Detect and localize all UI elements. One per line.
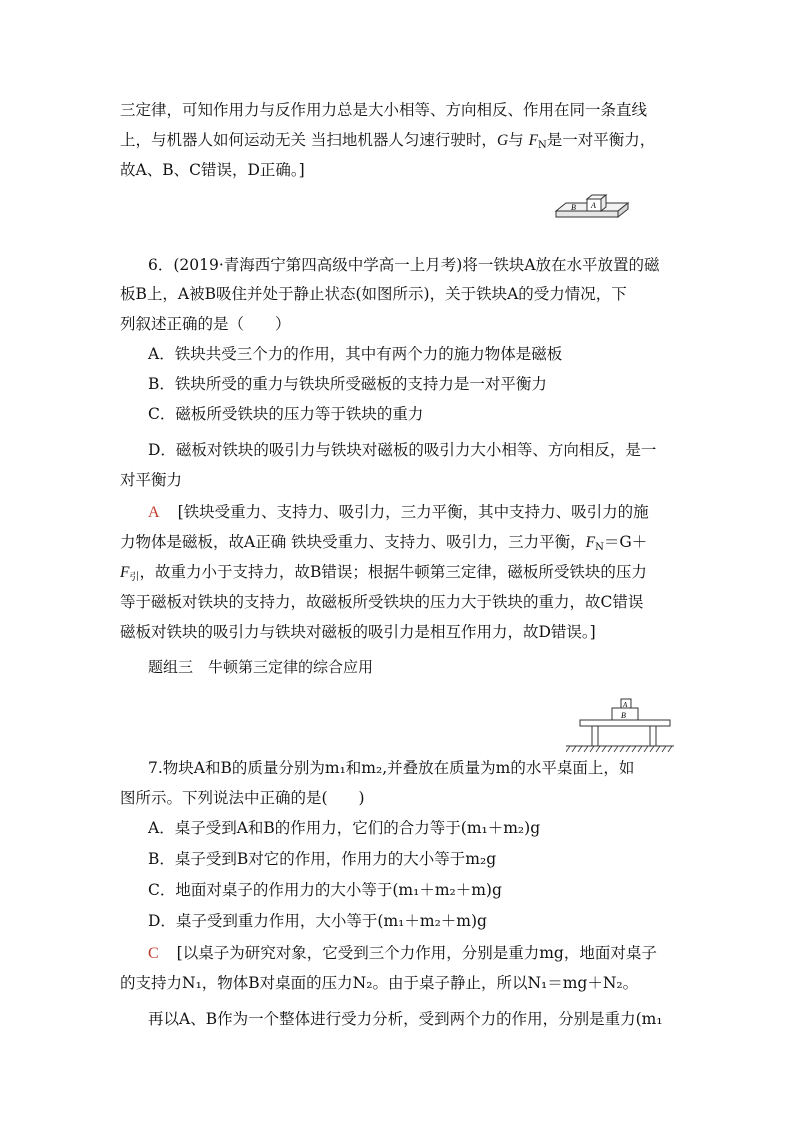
figure-label-a: A: [591, 201, 596, 210]
subscript: 引: [129, 572, 140, 583]
text-line: 等于磁板对铁块的支持力，故磁板所受铁块的压力大于铁块的重力，故C错误: [120, 593, 644, 611]
figure-magnet-board: [552, 193, 632, 223]
option-c: C．地面对桌子的作用力的大小等于(m₁＋m₂＋m)g: [148, 881, 502, 899]
figure-table-blocks: [566, 697, 674, 755]
question-6-line: 6．(2019·青海西宁第四高级中学高一上月考)将一铁块A放在水平放置的磁: [148, 256, 660, 274]
text-segment: 力物体是磁板，故A正确 铁块受重力、支持力、吸引力，三力平衡，: [120, 533, 586, 551]
text-line: 图所示。下列说法中正确的是( ): [120, 789, 365, 807]
variable: F: [528, 132, 539, 149]
text-line: 列叙述正确的是（ ）: [120, 315, 291, 333]
text-line: 故A、B、C错误，D正确。]: [120, 161, 305, 179]
figure-label-b: B: [571, 203, 576, 212]
text-line: 的支持力N₁，物体B对桌面的压力N₂。由于桌子静止，所以N₁＝mg＋N₂。: [120, 974, 639, 992]
text-line: 三定律，可知作用力与反作用力总是大小相等、方向相反、作用在同一条直线: [120, 101, 648, 119]
subscript: N: [538, 140, 547, 151]
text-line: 磁板对铁块的吸引力与铁块对磁板的吸引力是相互作用力，故D错误。]: [120, 623, 596, 641]
text-segment: [以桌子为研究对象，它受到三个力作用，分别是重力mg，地面对桌子: [176, 944, 657, 962]
variable: F: [585, 534, 596, 551]
option-a: A．铁块共受三个力的作用，其中有两个力的施力物体是磁板: [148, 345, 563, 363]
text-segment: 与: [508, 131, 529, 149]
answer-letter: A: [148, 504, 160, 521]
answer-line: [148, 943, 657, 964]
figure-label-a: A: [623, 701, 628, 709]
text-line: [120, 130, 655, 151]
text-line: 板B上，A被B吸住并处于静止状态(如图所示)，关于铁块A的受力情况，下: [120, 285, 627, 303]
question-7-line: 7.物块A和B的质量分别为m₁和m₂,并叠放在质量为m的水平桌面上，如: [148, 759, 635, 777]
section-heading: 题组三 牛顿第三定律的综合应用: [148, 658, 374, 676]
answer-line: [148, 502, 649, 523]
option-d: D．桌子受到重力作用，大小等于(m₁＋m₂＋m)g: [148, 912, 487, 930]
text-segment: 是一对平衡力，: [546, 131, 656, 149]
figure-label-b: B: [621, 711, 626, 720]
variable: G: [496, 132, 509, 149]
option-b: B．铁块所受的重力与铁块所受磁板的支持力是一对平衡力: [148, 375, 547, 393]
text-line: 再以A、B作为一个整体进行受力分析，受到两个力的作用，分别是重力(m₁: [148, 1010, 663, 1028]
text-segment: ＝G＋: [603, 533, 648, 551]
option-a: A．桌子受到A和B的作用力，它们的合力等于(m₁＋m₂)g: [148, 819, 541, 837]
variable: F: [120, 564, 130, 581]
text-segment: [铁块受重力、支持力、吸引力，三力平衡，其中支持力、吸引力的施: [177, 503, 649, 521]
option-d: D．磁板对铁块的吸引力与铁块对磁板的吸引力大小相等、方向相反，是一: [148, 441, 657, 459]
text-line: [120, 532, 647, 553]
text-line: 对平衡力: [120, 471, 183, 489]
text-segment: ，故重力小于支持力，故B错误；根据牛顿第三定律，磁板所受铁块的压力: [139, 563, 647, 581]
option-c: C．磁板所受铁块的压力等于铁块的重力: [148, 405, 424, 423]
answer-letter: C: [148, 945, 159, 962]
subscript: N: [595, 542, 604, 553]
text-segment: 上，与机器人如何运动无关 当扫地机器人匀速行驶时，: [120, 131, 497, 149]
option-b: B．桌子受到B对它的作用，作用力的大小等于m₂g: [148, 850, 497, 868]
text-line: [120, 562, 647, 583]
